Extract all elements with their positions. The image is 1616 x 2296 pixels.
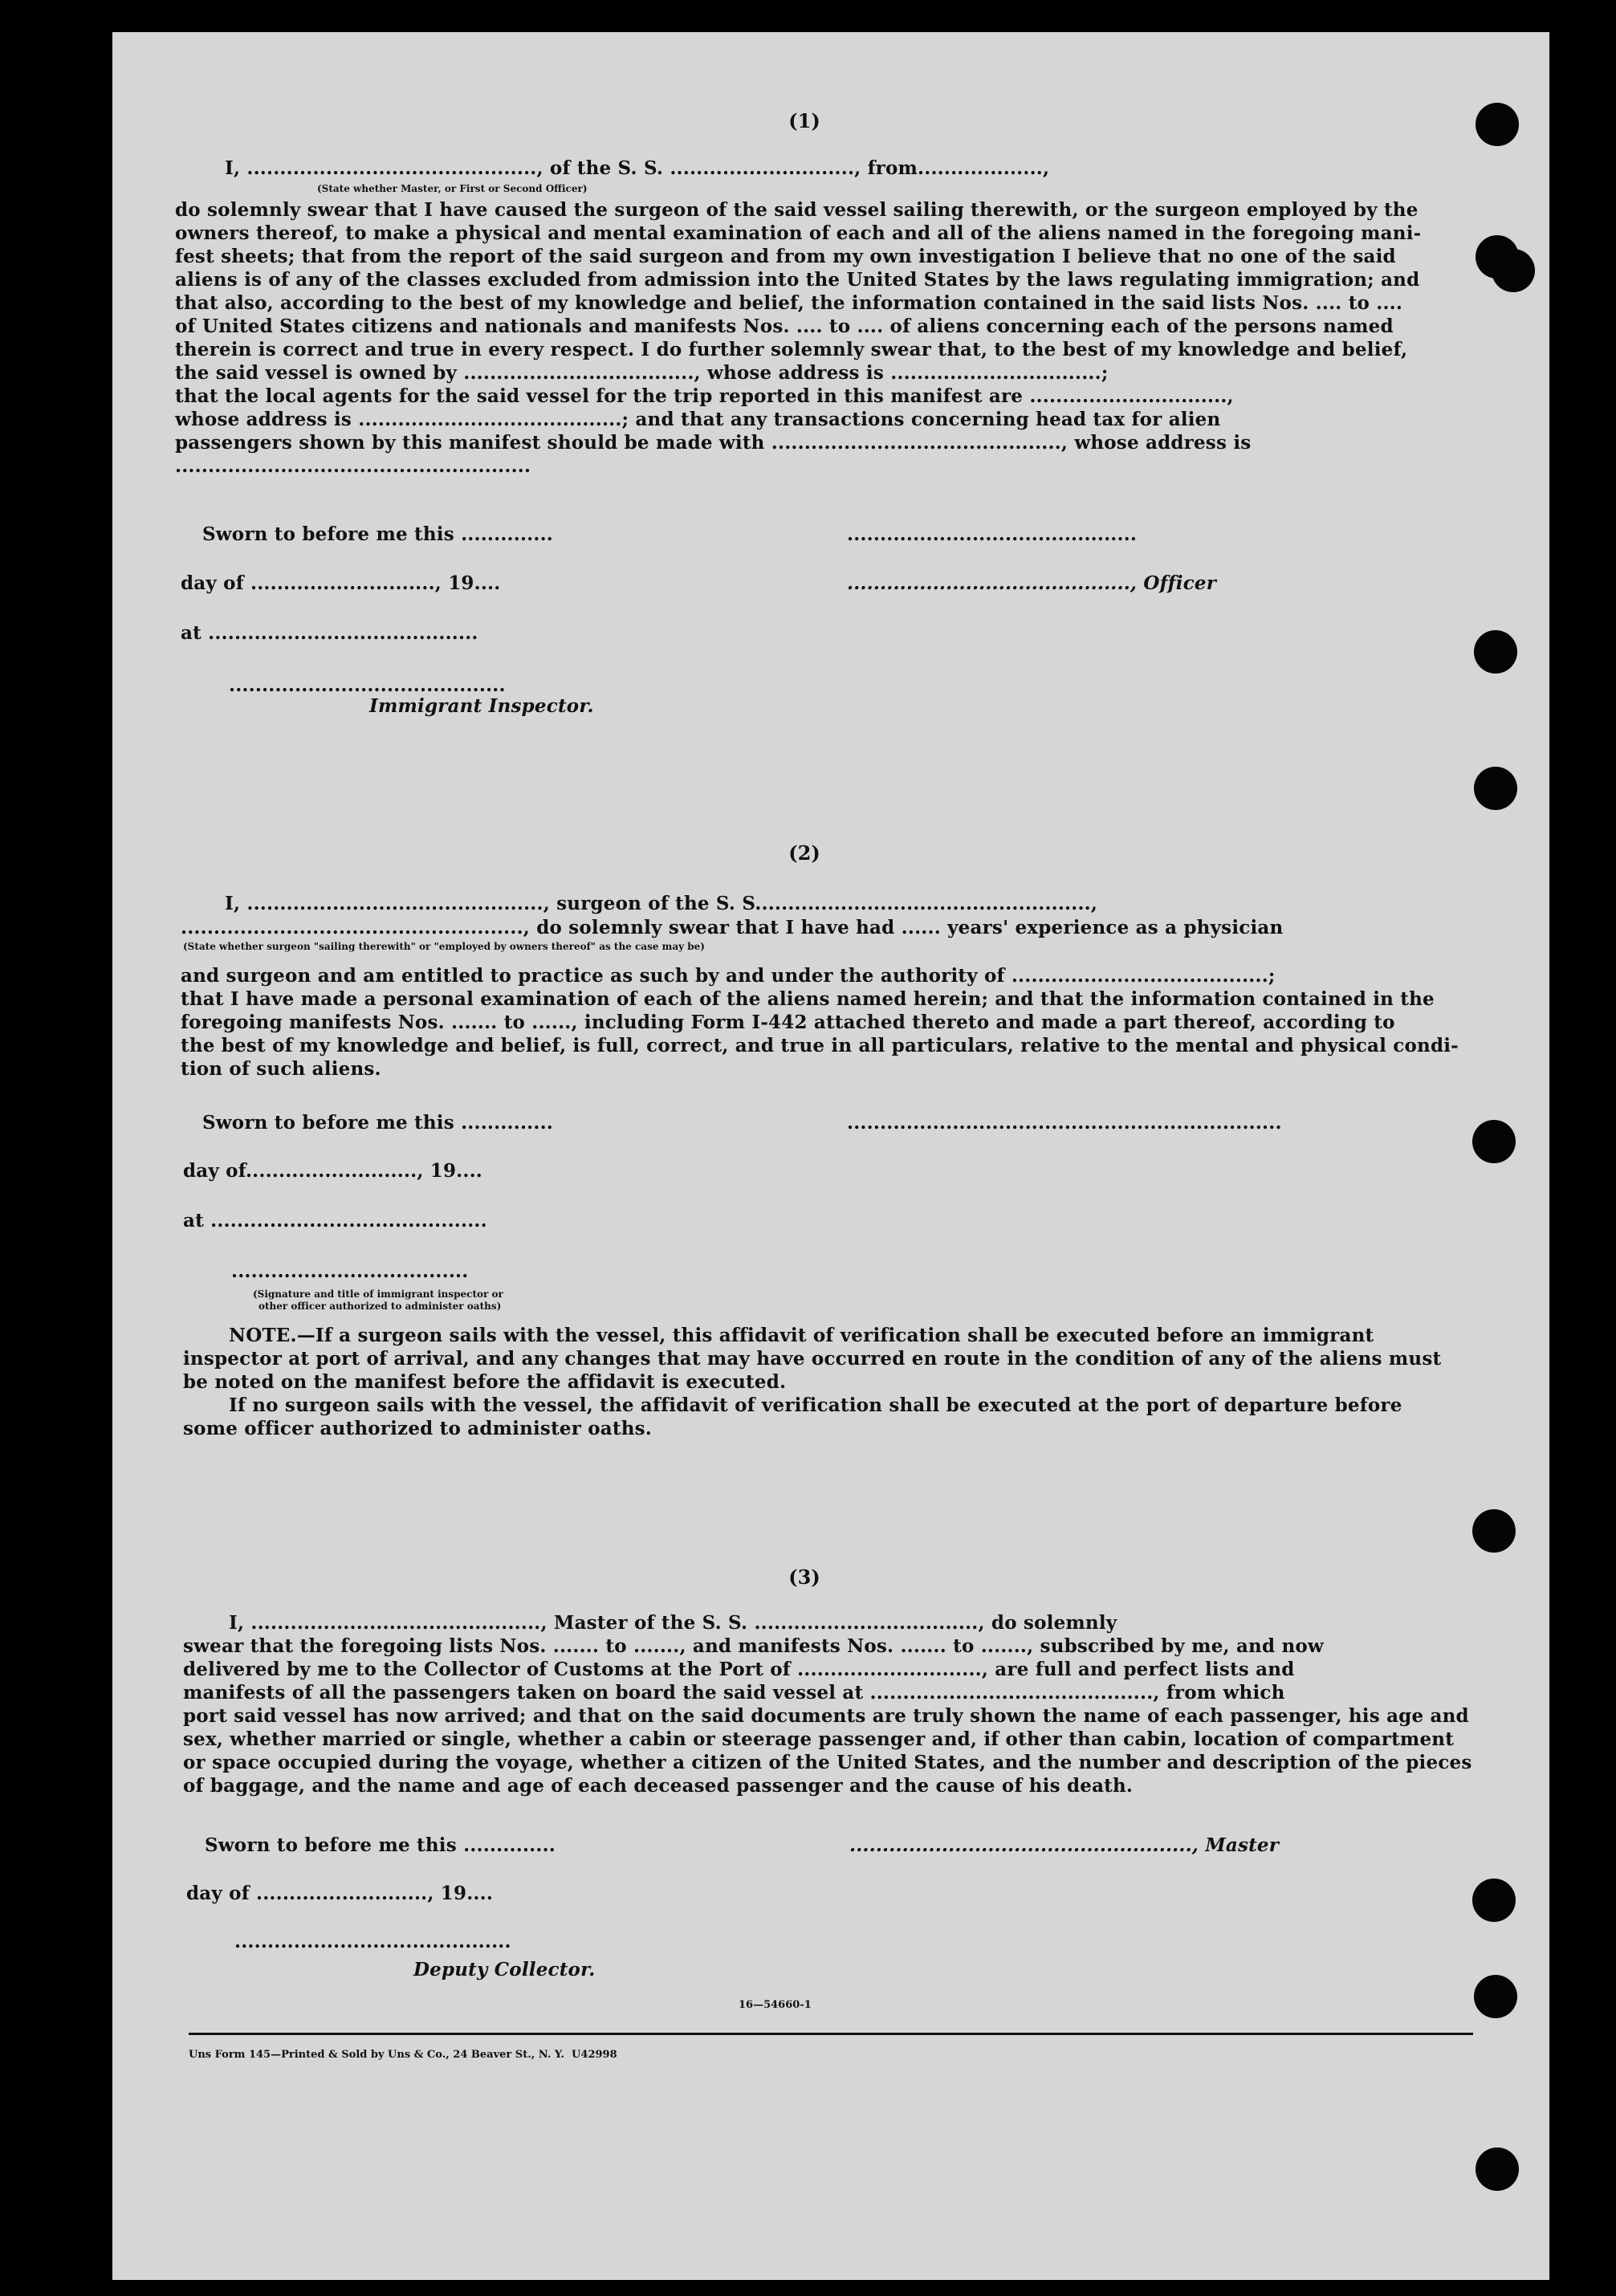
section-1-day: day of ............................, 19....	[181, 572, 501, 594]
section-2-first-line: I, ............................................., surgeon of the S. S...................................................,	[225, 893, 1098, 914]
body-line: of United States citizens and nationals and manifests Nos. .... to .... of aliens concerning each of the persons named	[175, 315, 1394, 337]
body-line: port said vessel has now arrived; and that on the said documents are truly shown the name of each passenger, his age and	[183, 1705, 1469, 1727]
section-3-collector-label: Deputy Collector.	[413, 1959, 596, 1981]
punch-hole	[1476, 2147, 1519, 2191]
body-line: ......................................................	[175, 455, 531, 477]
body-line: passengers shown by this manifest should be made with ............................................, whose address is	[175, 432, 1252, 454]
form-code: 16—54660-1	[739, 1999, 812, 2011]
body-line: the best of my knowledge and belief, is full, correct, and true in all particulars, relative to the mental and physical condi-	[181, 1035, 1459, 1056]
body-line: that the local agents for the said vessel for the trip reported in this manifest are ..............................,	[175, 385, 1234, 407]
body-line: the said vessel is owned by ..................................., whose address is ................................;	[175, 362, 1109, 384]
body-line: do solemnly swear that I have caused the surgeon of the said vessel sailing therewith, or the surgeon employed by the	[175, 199, 1419, 221]
section-2-sig-caption: other officer authorized to administer oaths)	[258, 1301, 502, 1312]
body-line: or space occupied during the voyage, whether a citizen of the United States, and the number and description of the pieces	[183, 1752, 1472, 1773]
body-line: of baggage, and the name and age of each deceased passenger and the cause of his death.	[183, 1775, 1134, 1797]
section-1-officer: ..........................................., Officer	[847, 572, 1217, 594]
body-line: owners thereof, to make a physical and mental examination of each and all of the aliens named in the foregoing mani-	[175, 222, 1422, 244]
punch-hole	[1472, 1509, 1516, 1553]
body-line: and surgeon and am entitled to practice as such by and under the authority of .......................................;	[181, 965, 1276, 987]
note-line: be noted on the manifest before the affidavit is executed.	[183, 1371, 787, 1393]
punch-hole	[1474, 630, 1517, 674]
body-line: tion of such aliens.	[181, 1058, 381, 1080]
section-3-sworn: Sworn to before me this ..............	[205, 1834, 556, 1856]
footer-rule	[189, 2033, 1473, 2035]
note-line: some officer authorized to administer oaths.	[183, 1418, 653, 1439]
body-line: fest sheets; that from the report of the said surgeon and from my own investigation I believe that no one of the said	[175, 246, 1396, 267]
section-3-day: day of .........................., 19....	[186, 1883, 494, 1904]
body-line: I, ............................................, Master of the S. S. .................................., do solemnly	[229, 1612, 1117, 1634]
section-3-collector-line: ..........................................	[234, 1931, 511, 1952]
section-1-at: at .........................................	[181, 622, 478, 644]
section-1-sworn: Sworn to before me this ..............	[202, 523, 553, 545]
section-2-sig-caption: (Signature and title of immigrant inspector or	[253, 1288, 503, 1300]
note-line: If no surgeon sails with the vessel, the affidavit of verification shall be executed at the port of departure before	[229, 1394, 1402, 1416]
section-1-first-line: I, ............................................, of the S. S. ............................, from...................,	[225, 157, 1050, 179]
body-line: manifests of all the passengers taken on board the said vessel at ..........................................., from which	[183, 1682, 1285, 1704]
section-1-number: (1)	[788, 109, 820, 132]
document-page	[112, 32, 1549, 2280]
punch-hole	[1476, 103, 1519, 146]
section-1-caption: (State whether Master, or First or Second Officer)	[317, 183, 588, 194]
section-2-inspector-line: ....................................	[231, 1260, 469, 1282]
section-2-day: day of.........................., 19....	[183, 1160, 483, 1182]
note-line: NOTE.—If a surgeon sails with the vessel, this affidavit of verification shall be executed before an immigrant	[229, 1325, 1374, 1346]
body-line: therein is correct and true in every respect. I do further solemnly swear that, to the best of my knowledge and belief,	[175, 339, 1408, 360]
note-line: inspector at port of arrival, and any changes that may have occurred en route in the condition of any of the aliens must	[183, 1348, 1442, 1370]
section-3-master: ...................................................., Master	[849, 1834, 1280, 1856]
section-3-number: (3)	[788, 1565, 820, 1589]
section-2-signature-line: ..................................................................	[847, 1112, 1282, 1134]
section-2-caption: (State whether surgeon "sailing therewith" or "employed by owners thereof" as the case may be)	[183, 941, 705, 952]
body-line: swear that the foregoing lists Nos. ....... to ......., and manifests Nos. ....... to ......., subscribed by me, and now	[183, 1635, 1324, 1657]
body-line: sex, whether married or single, whether a cabin or steerage passenger and, if other than cabin, location of compartment	[183, 1728, 1455, 1750]
section-1-inspector-label: Immigrant Inspector.	[369, 695, 594, 717]
section-1-signature-line: ............................................	[847, 523, 1138, 545]
punch-hole	[1472, 1120, 1516, 1163]
section-2-sworn: Sworn to before me this ..............	[202, 1112, 553, 1134]
printer-footer: Uns Form 145—Printed & Sold by Uns & Co., 24 Beaver St., N. Y. U42998	[189, 2049, 617, 2061]
section-2-second-line: ...................................................., do solemnly swear that I have had ...... years' experience as a physician	[181, 917, 1284, 938]
punch-hole	[1474, 767, 1517, 810]
body-line: that also, according to the best of my knowledge and belief, the information contained in the said lists Nos. .... to ....	[175, 292, 1403, 314]
punch-hole	[1472, 1879, 1516, 1922]
body-line: whose address is ........................................; and that any transactions concerning head tax for alien	[175, 409, 1221, 430]
punch-hole	[1492, 249, 1535, 292]
body-line: that I have made a personal examination of each of the aliens named herein; and that the information contained in the	[181, 988, 1435, 1010]
body-line: aliens is of any of the classes excluded from admission into the United States by the laws regulating immigration; and	[175, 269, 1420, 291]
section-2-number: (2)	[788, 841, 820, 865]
section-1-inspector-line: ..........................................	[229, 674, 506, 696]
section-2-at: at ..........................................	[183, 1210, 487, 1231]
punch-hole	[1474, 1975, 1517, 2018]
body-line: foregoing manifests Nos. ....... to ......, including Form I-442 attached thereto and made a part thereof, according to	[181, 1012, 1395, 1033]
body-line: delivered by me to the Collector of Customs at the Port of ............................, are full and perfect lists and	[183, 1659, 1295, 1680]
